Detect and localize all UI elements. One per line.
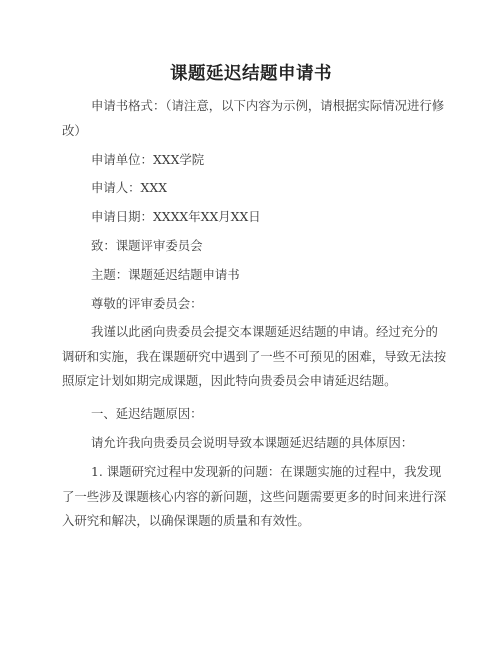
applicant-line: 申请人：XXX — [91, 180, 168, 195]
applicant-unit-line: 申请单位：XXX学院 — [91, 152, 205, 167]
reasons-intro-line: 请允许我向贵委员会说明导致本课题延迟结题的具体原因： — [91, 435, 414, 450]
introduction-paragraph: 我谨以此函向贵委员会提交本课题延迟结题的申请。经过充分的调研和实施，我在课题研究中遇到了一些不可预见的困难，导致无法按照原定计划如期完成课题，因此特向贵委员会申请延迟结题。 — [62, 324, 447, 388]
recipient-line: 致：课题评审委员会 — [91, 238, 203, 253]
section-heading-reasons: 一、延迟结题原因： — [91, 406, 203, 421]
subject-line: 主题：课题延迟结题申请书 — [91, 267, 240, 282]
salutation-line: 尊敬的评审委员会： — [91, 296, 203, 311]
application-date-line: 申请日期：XXXX年XX月XX日 — [91, 209, 261, 224]
format-note-paragraph: 申请书格式：（请注意，以下内容为示例，请根据实际情况进行修改） — [62, 98, 445, 138]
reason-item-1: 1. 课题研究过程中发现新的问题：在课题实施的过程中，我发现了一些涉及课题核心内容的新问题，这些问题需要更多的时间来进行深入研究和解决，以确保课题的质量和有效性。 — [62, 464, 447, 528]
document-title: 课题延迟结题申请书 — [170, 64, 332, 84]
